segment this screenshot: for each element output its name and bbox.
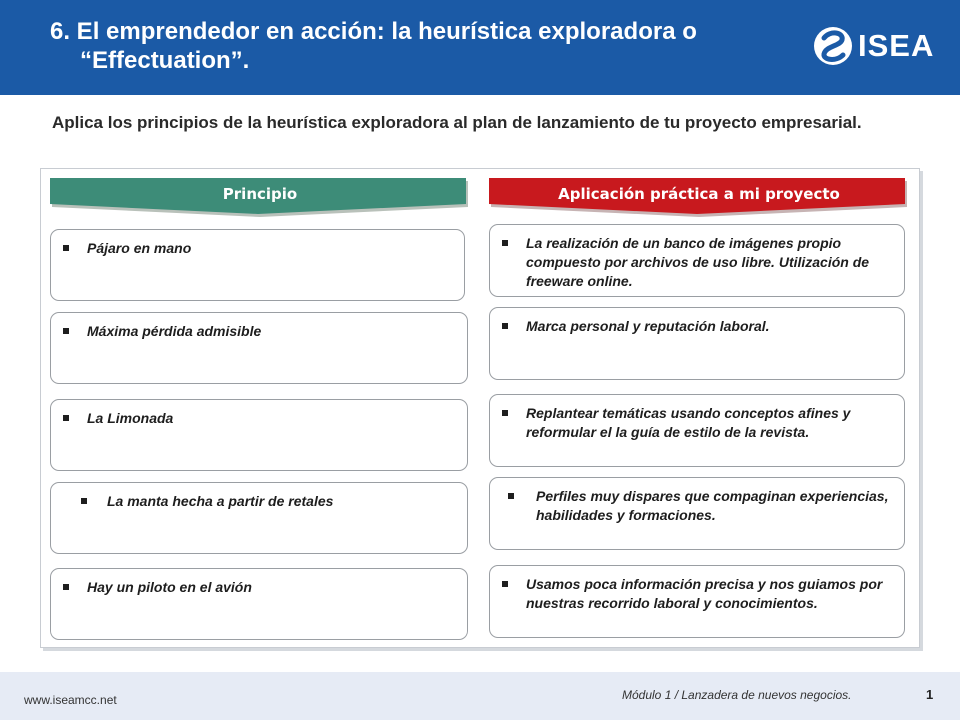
application-text: Perfiles muy dispares que compaginan experiencias, habilidades y formaciones. [536, 488, 889, 523]
principle-text: La manta hecha a partir de retales [107, 493, 334, 509]
principle-box [50, 482, 468, 554]
isea-swoosh-icon [812, 22, 854, 70]
principle-header-label: Principio [222, 185, 298, 203]
principle-header [50, 178, 470, 220]
content-panel [40, 168, 920, 648]
application-header-label: Aplicación práctica a mi proyecto [558, 185, 840, 203]
application-header [489, 178, 909, 220]
principle-text: Máxima pérdida admisible [87, 323, 262, 339]
application-box [489, 477, 905, 550]
application-box [489, 307, 905, 380]
instruction-text: Aplica los principios de la heurística exploradora al plan de lanzamiento de tu proyecto empresarial. [52, 113, 862, 132]
bullet-icon [508, 493, 514, 499]
bullet-icon [63, 328, 69, 334]
application-box [489, 224, 905, 297]
slide-title [50, 17, 790, 75]
footer-url: www.iseamcc.net [24, 693, 117, 707]
principle-box [50, 399, 468, 471]
principle-box [50, 312, 468, 384]
application-box [489, 565, 905, 638]
bullet-icon [63, 245, 69, 251]
title-line-1: 6. El emprendedor en acción: la heurística exploradora o [50, 18, 697, 45]
application-text: La realización de un banco de imágenes propio compuesto por archivos de uso libre. Utilización de freeware online. [526, 235, 870, 289]
bullet-icon [63, 584, 69, 590]
bullet-icon [502, 323, 508, 329]
principle-text: Pájaro en mano [87, 240, 192, 256]
bullet-icon [502, 240, 508, 246]
bullet-icon [63, 415, 69, 421]
principle-box [50, 229, 465, 301]
principle-text: La Limonada [87, 410, 174, 426]
header-bar [0, 0, 960, 95]
bullet-icon [81, 498, 87, 504]
application-box [489, 394, 905, 467]
principle-box [50, 568, 468, 640]
application-text: Replantear temáticas usando conceptos afines y reformular el la guía de estilo de la revista. [526, 405, 851, 440]
logo-text: ISEA [858, 28, 935, 63]
application-text: Marca personal y reputación laboral. [526, 318, 770, 334]
isea-logo [812, 22, 942, 72]
bullet-icon [502, 581, 508, 587]
footer-module: Módulo 1 / Lanzadera de nuevos negocios. [622, 688, 852, 702]
bullet-icon [502, 410, 508, 416]
principle-text: Hay un piloto en el avión [87, 579, 252, 595]
application-text: Usamos poca información precisa y nos guiamos por nuestras recorrido laboral y conocimientos. [526, 576, 883, 611]
title-line-2: “Effectuation”. [80, 47, 250, 74]
page-number: 1 [926, 687, 934, 702]
